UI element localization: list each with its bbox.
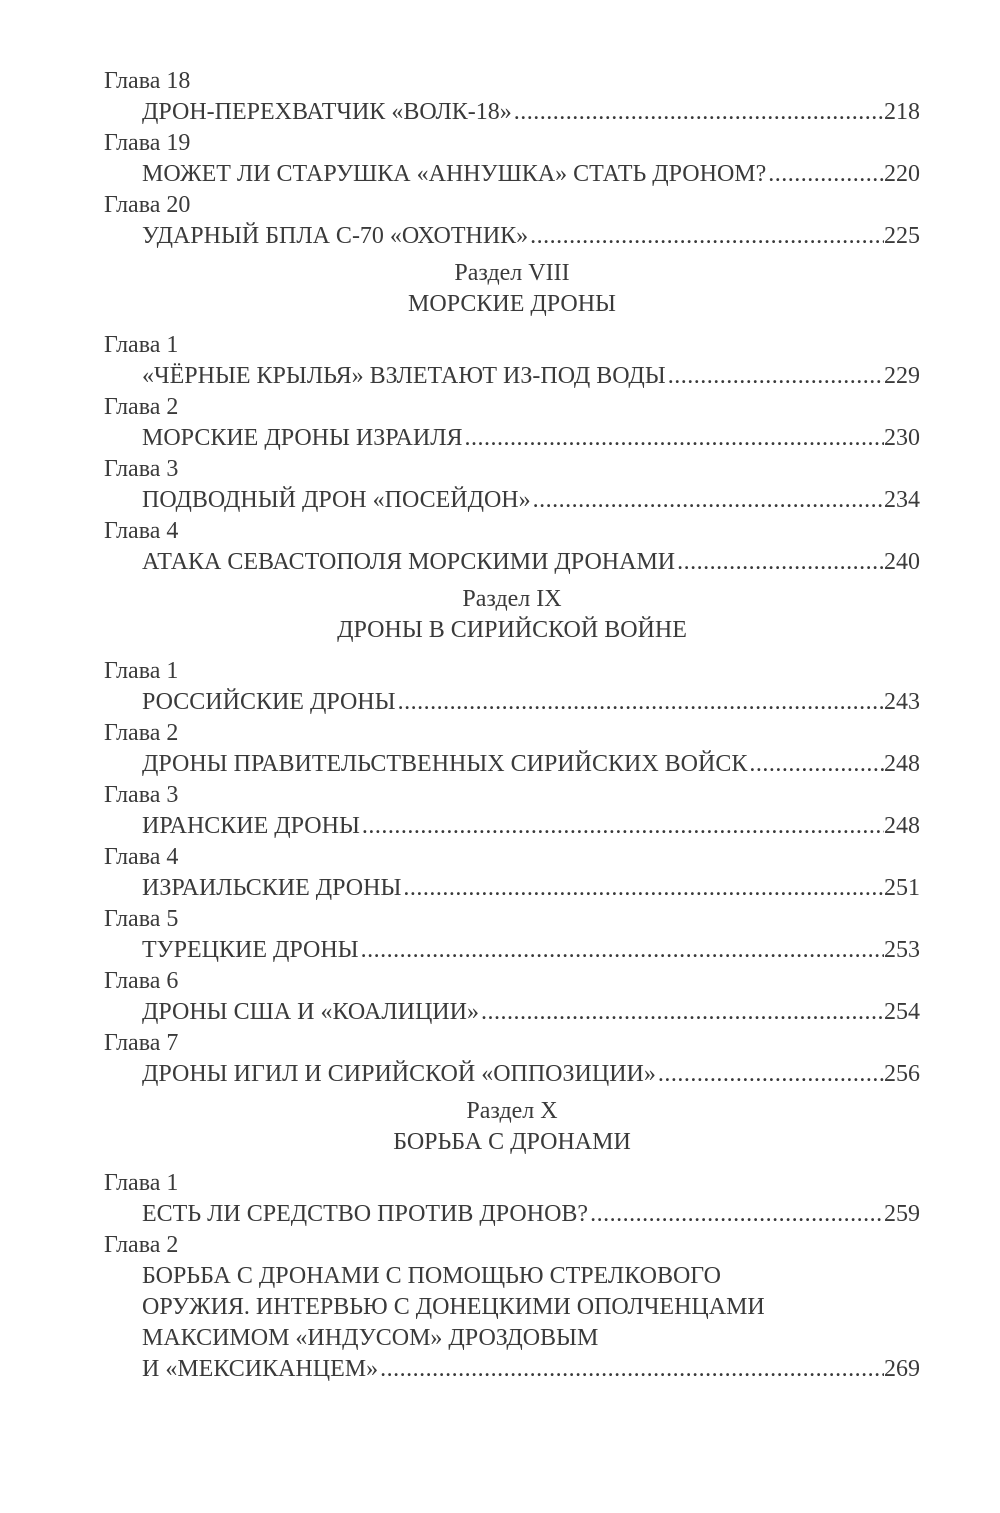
page-number: 243 bbox=[884, 689, 920, 715]
chapter-label: Глава 5 bbox=[104, 906, 179, 932]
chapter-title: ДРОНЫ США И «КОАЛИЦИИ» bbox=[142, 999, 479, 1025]
page-number: 240 bbox=[884, 549, 920, 575]
chapter-group bbox=[104, 1168, 920, 1385]
toc-entry bbox=[104, 1199, 920, 1230]
section-label: Раздел X bbox=[466, 1098, 558, 1124]
chapter-label: Глава 18 bbox=[104, 68, 191, 94]
dot-leader bbox=[378, 1354, 884, 1385]
chapter-title: ТУРЕЦКИЕ ДРОНЫ bbox=[142, 937, 359, 963]
chapter-title-line: ОРУЖИЯ. ИНТЕРВЬЮ С ДОНЕЦКИМИ ОПОЛЧЕНЦАМИ bbox=[142, 1294, 765, 1320]
chapter-title: МОРСКИЕ ДРОНЫ ИЗРАИЛЯ bbox=[142, 425, 463, 451]
toc-chapter bbox=[104, 966, 920, 1028]
dot-leader bbox=[528, 221, 884, 252]
chapter-title: ЕСТЬ ЛИ СРЕДСТВО ПРОТИВ ДРОНОВ? bbox=[142, 1201, 589, 1227]
toc-chapter bbox=[104, 190, 920, 252]
chapter-label: Глава 1 bbox=[104, 332, 179, 358]
toc-chapter bbox=[104, 392, 920, 454]
toc-chapter bbox=[104, 454, 920, 516]
page-number: 251 bbox=[884, 875, 920, 901]
dot-leader bbox=[359, 935, 884, 966]
chapter-title: МОЖЕТ ЛИ СТАРУШКА «АННУШКА» СТАТЬ ДРОНОМ? bbox=[142, 161, 767, 187]
page-number: 218 bbox=[884, 99, 920, 125]
dot-leader bbox=[766, 159, 884, 190]
section-heading bbox=[104, 252, 920, 330]
chapter-label: Глава 6 bbox=[104, 968, 179, 994]
toc-entry bbox=[104, 935, 920, 966]
chapter-label: Глава 7 bbox=[104, 1030, 179, 1056]
toc-entry bbox=[104, 811, 920, 842]
section-title: ДРОНЫ В СИРИЙСКОЙ ВОЙНЕ bbox=[337, 617, 687, 643]
chapter-title: «ЧЁРНЫЕ КРЫЛЬЯ» ВЗЛЕТАЮТ ИЗ-ПОД ВОДЫ bbox=[142, 363, 666, 389]
toc-chapter bbox=[104, 842, 920, 904]
toc-chapter bbox=[104, 516, 920, 578]
chapter-group bbox=[104, 656, 920, 1090]
section-title: БОРЬБА С ДРОНАМИ bbox=[393, 1129, 631, 1155]
chapter-label: Глава 2 bbox=[104, 394, 179, 420]
toc-chapter bbox=[104, 1028, 920, 1090]
section-label: Раздел IX bbox=[462, 586, 562, 612]
toc-entry bbox=[104, 749, 920, 780]
page-number: 248 bbox=[884, 813, 920, 839]
page-number: 259 bbox=[884, 1201, 920, 1227]
toc-chapter bbox=[104, 330, 920, 392]
toc-chapter bbox=[104, 128, 920, 190]
chapter-group bbox=[104, 330, 920, 578]
chapter-title: РОССИЙСКИЕ ДРОНЫ bbox=[142, 689, 396, 715]
page-number: 269 bbox=[884, 1356, 920, 1382]
toc-entry bbox=[104, 547, 920, 578]
chapter-title: АТАКА СЕВАСТОПОЛЯ МОРСКИМИ ДРОНАМИ bbox=[142, 549, 676, 575]
toc-entry bbox=[104, 485, 920, 516]
toc-chapter bbox=[104, 904, 920, 966]
chapter-title: И «МЕКСИКАНЦЕМ» bbox=[142, 1356, 379, 1382]
toc-entry bbox=[104, 1059, 920, 1090]
section-title: МОРСКИЕ ДРОНЫ bbox=[408, 291, 616, 317]
page-number: 253 bbox=[884, 937, 920, 963]
dot-leader bbox=[401, 873, 884, 904]
dot-leader bbox=[675, 547, 884, 578]
chapter-label: Глава 3 bbox=[104, 782, 179, 808]
page-number: 229 bbox=[884, 363, 920, 389]
chapter-title: ИРАНСКИЕ ДРОНЫ bbox=[142, 813, 360, 839]
toc-entry bbox=[104, 159, 920, 190]
chapter-title: ДРОН-ПЕРЕХВАТЧИК «ВОЛК-18» bbox=[142, 99, 512, 125]
dot-leader bbox=[588, 1199, 884, 1230]
dot-leader bbox=[396, 687, 884, 718]
chapter-title: ПОДВОДНЫЙ ДРОН «ПОСЕЙДОН» bbox=[142, 487, 531, 513]
chapter-label: Глава 1 bbox=[104, 1170, 179, 1196]
toc-chapter bbox=[104, 1230, 920, 1385]
section-heading bbox=[104, 1090, 920, 1168]
page-number: 230 bbox=[884, 425, 920, 451]
table-of-contents bbox=[104, 66, 920, 1385]
section-label: Раздел VIII bbox=[454, 260, 570, 286]
chapter-title: ДРОНЫ ПРАВИТЕЛЬСТВЕННЫХ СИРИЙСКИХ ВОЙСК bbox=[142, 751, 748, 777]
chapter-label: Глава 4 bbox=[104, 518, 179, 544]
chapter-label: Глава 2 bbox=[104, 1232, 179, 1258]
chapter-title: ИЗРАИЛЬСКИЕ ДРОНЫ bbox=[142, 875, 402, 901]
dot-leader bbox=[360, 811, 884, 842]
toc-entry bbox=[104, 687, 920, 718]
page-number: 254 bbox=[884, 999, 920, 1025]
toc-entry bbox=[104, 873, 920, 904]
page-number: 225 bbox=[884, 223, 920, 249]
chapter-label: Глава 20 bbox=[104, 192, 191, 218]
dot-leader bbox=[531, 485, 884, 516]
toc-entry bbox=[104, 1354, 920, 1385]
toc-chapter bbox=[104, 1168, 920, 1230]
page-number: 256 bbox=[884, 1061, 920, 1087]
chapter-group bbox=[104, 66, 920, 252]
toc-entry bbox=[104, 361, 920, 392]
dot-leader bbox=[479, 997, 884, 1028]
toc-chapter bbox=[104, 66, 920, 128]
toc-chapter bbox=[104, 718, 920, 780]
chapter-label: Глава 4 bbox=[104, 844, 179, 870]
page-number: 248 bbox=[884, 751, 920, 777]
chapter-title-line: БОРЬБА С ДРОНАМИ С ПОМОЩЬЮ СТРЕЛКОВОГО bbox=[142, 1263, 721, 1289]
chapter-label: Глава 1 bbox=[104, 658, 179, 684]
dot-leader bbox=[656, 1059, 884, 1090]
chapter-label: Глава 19 bbox=[104, 130, 191, 156]
toc-entry bbox=[104, 997, 920, 1028]
dot-leader bbox=[747, 749, 884, 780]
dot-leader bbox=[463, 423, 884, 454]
dot-leader bbox=[512, 97, 884, 128]
toc-entry bbox=[104, 97, 920, 128]
chapter-label: Глава 3 bbox=[104, 456, 179, 482]
toc-chapter bbox=[104, 656, 920, 718]
toc-entry bbox=[104, 423, 920, 454]
section-heading bbox=[104, 578, 920, 656]
toc-entry bbox=[104, 221, 920, 252]
page-number: 234 bbox=[884, 487, 920, 513]
chapter-title-line: МАКСИМОМ «ИНДУСОМ» ДРОЗДОВЫМ bbox=[142, 1325, 599, 1351]
chapter-title: ДРОНЫ ИГИЛ И СИРИЙСКОЙ «ОППОЗИЦИИ» bbox=[142, 1061, 656, 1087]
toc-chapter bbox=[104, 780, 920, 842]
chapter-title: УДАРНЫЙ БПЛА С-70 «ОХОТНИК» bbox=[142, 223, 529, 249]
page-number: 220 bbox=[884, 161, 920, 187]
chapter-label: Глава 2 bbox=[104, 720, 179, 746]
dot-leader bbox=[666, 361, 884, 392]
